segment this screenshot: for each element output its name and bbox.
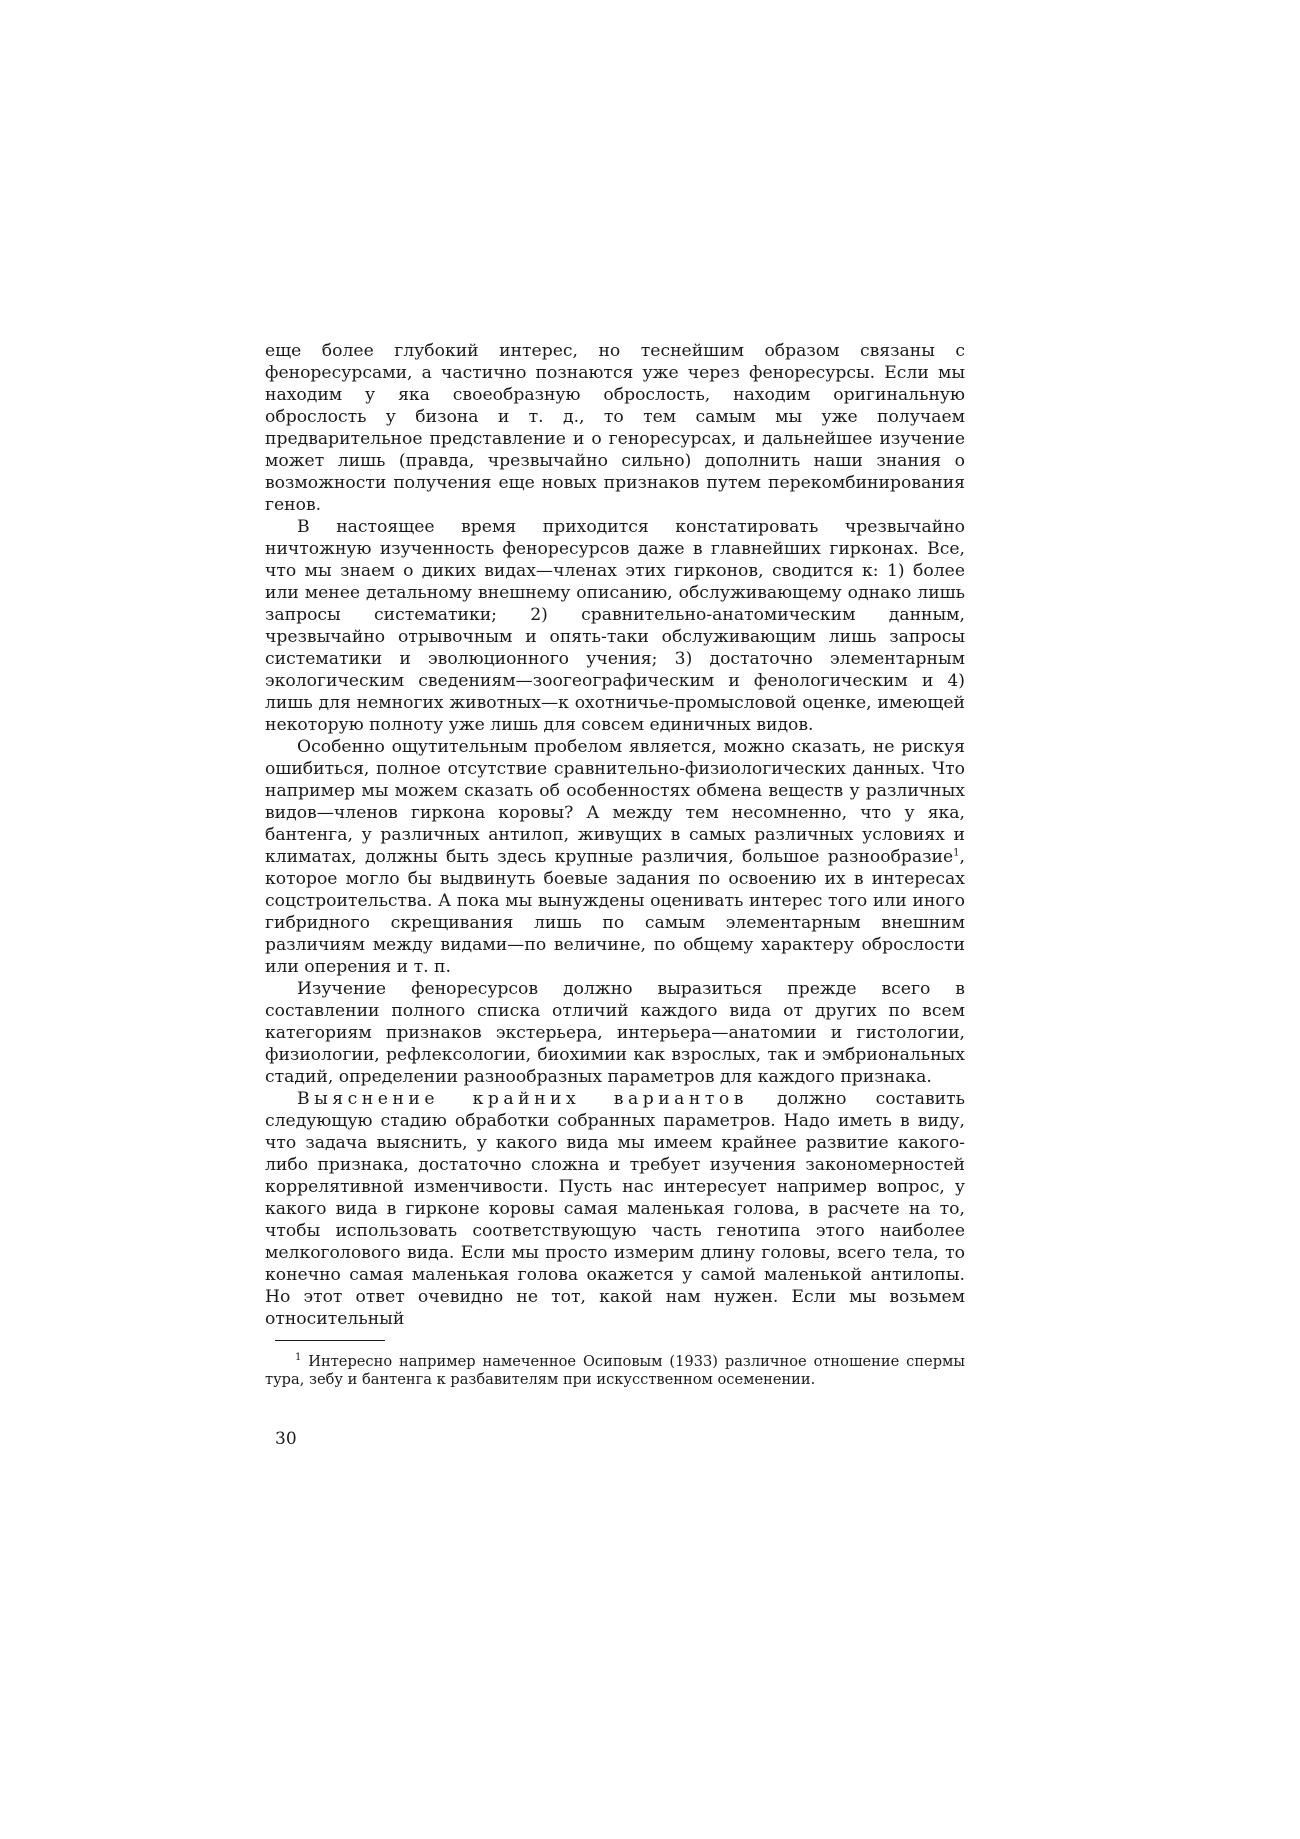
book-page: [265, 340, 965, 1449]
footnote-text: Интересно например намеченное Осиповым (1933) различное отношение спермы тура, зебу и бантенга к разбавителям при искусственном осеменении.: [265, 1353, 965, 1388]
paragraph-3-text-a: Особенно ощутительным пробелом является, можно сказать, не рискуя ошибиться, полное отсутствие сравнительно-физиологических данных. Что например мы можем сказать об особенностях обмена веществ у различных видов—членов гиркона коровы? А между тем несомненно, что у яка, бантенга, у различных антилоп, живущих в самых различных условиях и климатах, должны быть здесь крупные различия, большое разнообразие: [265, 737, 965, 867]
footnote: [265, 1353, 965, 1389]
page-number: 30: [275, 1429, 297, 1449]
footnote-mark: 1: [295, 1352, 302, 1364]
paragraph-4: Изучение феноресурсов должно выразиться прежде всего в составлении полного списка отличий каждого вида от других по всем категориям признаков экстерьера, интерьера—анатомии и гистологии, физиологии, рефлексологии, биохимии как взрослых, так и эмбриональных стадий, определении разнообразных параметров для каждого признака.: [265, 979, 965, 1087]
paragraph-1: еще более глубокий интерес, но теснейшим образом связаны с феноресурсами, а частично познаются уже через феноресурсы. Если мы находим у яка своеобразную оброслость, находим оригинальную оброслость у бизона и т. д., то тем самым мы уже получаем предварительное представление и о генoресурсах, и дальнейшее изучение может лишь (правда, чрезвычайно сильно) дополнить наши знания о возможности получения еще новых признаков путем перекомбинирования генов.: [265, 341, 965, 515]
footnote-reference: 1: [953, 847, 960, 859]
paragraph-3: [265, 736, 965, 978]
paragraph-2: В настоящее время приходится констатировать чрезвычайно ничтожную изученность феноресурсов даже в главнейших гирконах. Все, что мы знаем о диких видах—членах этих гирконов, сводится к: 1) более или менее детальному внешнему описанию, обслуживающему однако лишь запросы систематики; 2) сравнительно-анатомическим данным, чрезвычайно отрывочным и опять-таки обслуживающим лишь запросы систематики и эволюционного учения; 3) достаточно элементарным экологическим сведениям—зоогеографическим и фенологическим и 4) лишь для немногих животных—к охотничье-промысловой оценке, имеющей некоторую полноту уже лишь для совсем единичных видов.: [265, 517, 965, 735]
paragraph-5: [265, 1088, 965, 1330]
footnote-divider: [275, 1340, 385, 1341]
spaced-emphasis: Выяснение крайних вариантов: [297, 1089, 748, 1109]
paragraph-5-text: должно составить следующую стадию обработки собранных параметров. Надо иметь в виду, что задача выяснить, у какого вида мы имеем крайнее развитие какого-либо признака, достаточно сложна и требует изучения закономерностей коррелятивной изменчивости. Пусть нас интересует например вопрос, у какого вида в гирконе коровы самая маленькая голова, в расчете на то, чтобы использовать соответствующую часть генотипа этого наиболее мелкоголового вида. Если мы просто измерим длину головы, всего тела, то конечно самая маленькая голова окажется у самой маленькой антилопы. Но этот ответ очевидно не тот, какой нам нужен. Если мы возьмем относительный: [265, 1089, 965, 1329]
paragraph-3-text-b: , которое могло бы выдвинуть боевые задания по освоению их в интересах соцстроительства. А пока мы вынуждены оценивать интерес того или иного гибридного скрещивания лишь по самым элементарным внешним различиям между видами—по величине, по общему характеру оброслости или оперения и т. п.: [265, 847, 965, 977]
